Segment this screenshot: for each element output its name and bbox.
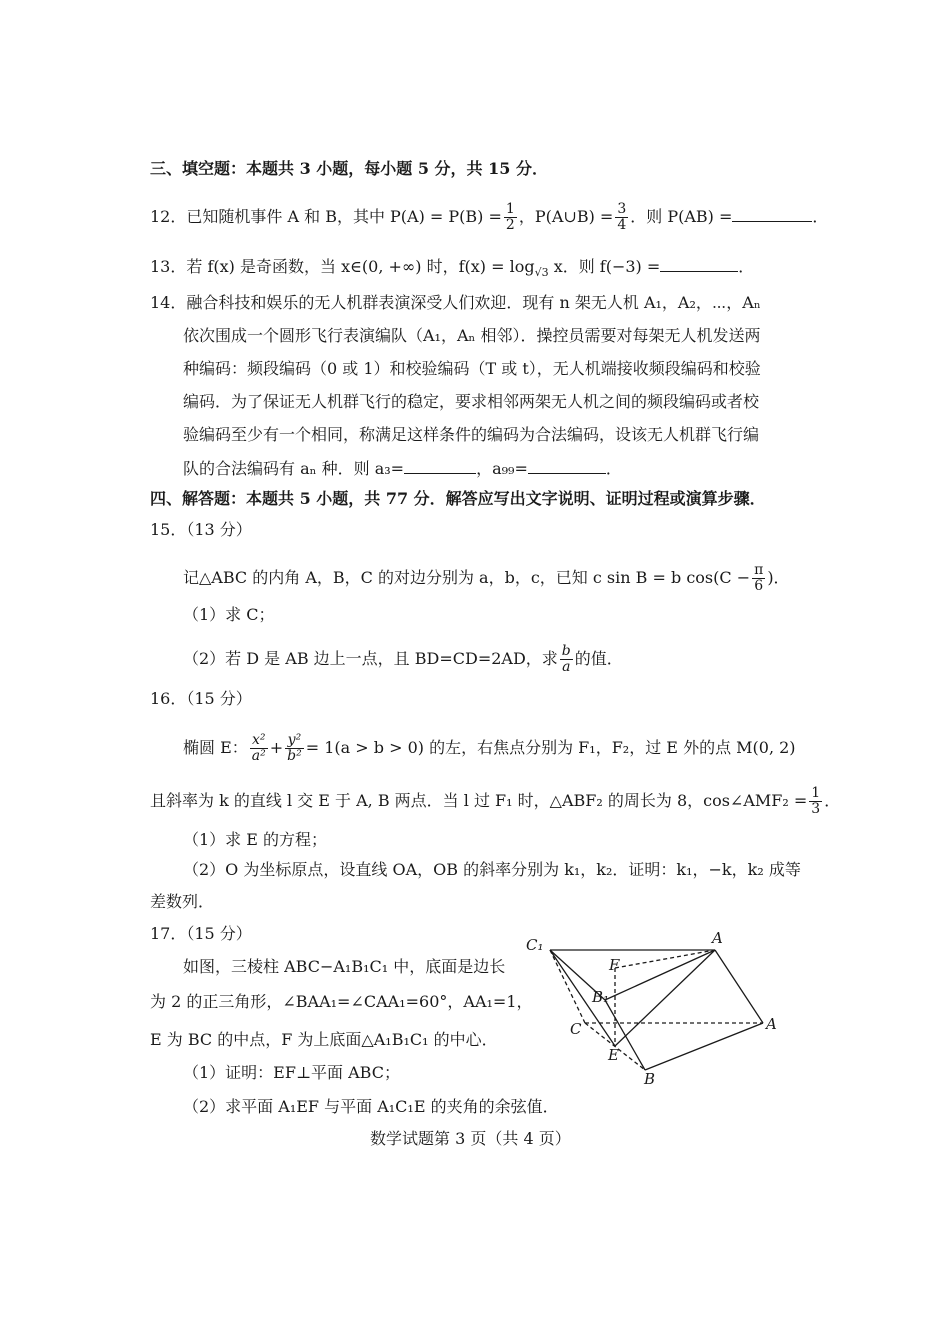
q16-line2-frac-num: 1 <box>811 785 821 801</box>
q15-p2-fraction <box>560 644 573 675</box>
q12-text-a: 已知随机事件 A 和 B，其中 P(A) = P(B) = <box>186 207 502 226</box>
q12-frac2-den: 4 <box>617 217 627 233</box>
q16-header: 16．（15 分） <box>150 689 252 708</box>
q15-p2-frac-num: b <box>561 643 571 659</box>
q12-frac1-den: 2 <box>505 217 515 233</box>
q16-stem <box>183 733 796 764</box>
q14-line2: 依次围成一个圆形飞行表演编队（A₁，Aₙ 相邻）．操控员需要对每架无人机发送两 <box>183 326 761 345</box>
q16-line2-frac-den: 3 <box>811 801 821 817</box>
q12-fraction-2 <box>615 202 628 233</box>
q16-f1-num: x² <box>250 733 268 749</box>
q16-f2-den: b² <box>287 748 302 764</box>
label-a1: A <box>712 930 723 947</box>
q12-number: 12． <box>150 207 187 226</box>
question-12 <box>150 202 828 233</box>
prism-edges <box>550 950 763 1070</box>
q13-end: ． <box>738 257 755 276</box>
q14-line6-b: ，a₉₉= <box>476 459 528 478</box>
q12-text-b: ，P(A∪B) = <box>518 207 614 226</box>
question-13 <box>150 255 754 284</box>
q15-stem-a: 记△ABC 的内角 A，B，C 的对边分别为 a，b，c，已知 c sin B = b cos(C − <box>183 568 751 587</box>
q12-fraction-1 <box>504 202 517 233</box>
q13-log-base: √3 <box>534 266 549 280</box>
q16-f1-den: a² <box>251 748 266 764</box>
q13-answer-blank[interactable] <box>660 255 738 272</box>
q14-a3-blank[interactable] <box>404 457 476 474</box>
q16-line2-a: 且斜率为 k 的直线 l 交 E 于 A, B 两点．当 l 过 F₁ 时，△ABF₂ 的周长为 8，cos∠AMF₂ = <box>150 791 808 810</box>
q16-part-2-line-2: 差数列． <box>150 892 215 911</box>
label-b1: B₁ <box>592 988 610 1006</box>
label-c: C <box>570 1020 582 1038</box>
q13-text-b: x．则 f(−3) = <box>548 257 661 276</box>
q14-line4: 编码．为了保证无人机群飞行的稳定，要求相邻两架无人机之间的频段编码或者校 <box>183 392 760 411</box>
q14-a99-blank[interactable] <box>528 457 606 474</box>
q12-frac2-num: 3 <box>617 201 627 217</box>
edge-c1-c <box>550 950 585 1023</box>
q14-line6-a: 队的合法编码有 aₙ 种．则 a₃= <box>183 459 405 478</box>
edge-a1-a <box>715 950 763 1023</box>
q15-stem-b: )． <box>767 568 790 587</box>
q16-line2-end: ． <box>824 791 841 810</box>
q16-line2-fraction <box>809 786 822 817</box>
q15-frac-den: 6 <box>754 578 764 594</box>
line-a1-e <box>615 950 715 1046</box>
q16-f2-num: y² <box>285 733 304 749</box>
label-a: A <box>766 1015 777 1033</box>
q15-p2-frac-den: a <box>562 659 571 675</box>
q17-part-1: （1）证明：EF⊥平面 ABC； <box>183 1063 400 1082</box>
section3-heading: 三、填空题：本题共 3 小题，每小题 5 分，共 15 分． <box>150 159 548 178</box>
prism-figure <box>520 930 790 1090</box>
q13-number: 13． <box>150 257 187 276</box>
q15-stem <box>183 563 790 594</box>
q15-p2-b: 的值． <box>574 649 623 668</box>
q12-end: ． <box>812 207 829 226</box>
question-14-line-1 <box>150 292 761 314</box>
q14-line6 <box>183 457 622 480</box>
q14-line5: 验编码至少有一个相同，称满足这样条件的编码为合法编码，设该无人机群飞行编 <box>183 425 760 444</box>
q13-text-a: 若 f(x) 是奇函数，当 x∈(0, +∞) 时，f(x) = log <box>186 257 535 276</box>
q12-text-c: ．则 P(AB) = <box>630 207 733 226</box>
q14-line1: 融合科技和娱乐的无人机群表演深受人们欢迎．现有 n 架无人机 A₁，A₂，⋯，Aₙ <box>186 293 761 312</box>
q15-header: 15．（13 分） <box>150 520 252 539</box>
page-footer: 数学试题第 3 页（共 4 页） <box>370 1129 571 1148</box>
q16-stem-a: 椭圆 E： <box>183 738 248 757</box>
q12-frac1-num: 1 <box>505 201 515 217</box>
q17-line-2: 为 2 的正三角形，∠BAA₁=∠CAA₁=60°，AA₁=1， <box>150 992 533 1011</box>
q14-line3: 种编码：频段编码（0 或 1）和校验编码（T 或 t），无人机端接收频段编码和校验 <box>183 359 761 378</box>
q16-fraction-2 <box>285 733 304 764</box>
label-c1: C₁ <box>526 936 544 954</box>
label-e: E <box>608 1046 619 1064</box>
q16-plus: + <box>269 738 284 757</box>
q16-stem-b: = 1(a > b > 0) 的左，右焦点分别为 F₁，F₂，过 E 外的点 M(0, 2) <box>305 738 796 757</box>
q17-header: 17．（15 分） <box>150 924 252 943</box>
q15-frac-num: π <box>754 562 764 578</box>
label-b: B <box>644 1070 656 1088</box>
q17-line-1: 如图，三棱柱 ABC−A₁B₁C₁ 中，底面是边长 <box>183 957 506 976</box>
q14-number: 14． <box>150 293 187 312</box>
q16-fraction-1 <box>250 733 268 764</box>
section4-heading: 四、解答题：本题共 5 小题，共 77 分．解答应写出文字说明、证明过程或演算步骤． <box>150 489 766 508</box>
q17-line-3: E 为 BC 的中点，F 为上底面△A₁B₁C₁ 的中心． <box>150 1030 498 1049</box>
edge-a1-b1 <box>605 950 715 1000</box>
q12-answer-blank[interactable] <box>732 205 812 222</box>
q14-line6-end: ． <box>605 459 622 478</box>
q15-p2-a: （2）若 D 是 AB 边上一点，且 BD=CD=2AD，求 <box>183 649 558 668</box>
q15-part-1: （1）求 C； <box>183 605 275 624</box>
q17-part-2: （2）求平面 A₁EF 与平面 A₁C₁E 的夹角的余弦值． <box>183 1097 559 1116</box>
label-f: F <box>609 956 620 974</box>
q16-part-1: （1）求 E 的方程； <box>183 830 328 849</box>
q15-part-2 <box>183 644 623 675</box>
edge-a-b <box>645 1023 763 1070</box>
q16-part-2-line-1: （2）O 为坐标原点，设直线 OA，OB 的斜率分别为 k₁，k₂．证明：k₁，−k，k₂ 成等 <box>183 860 801 879</box>
q15-fraction <box>752 563 765 594</box>
q16-line-2 <box>150 786 840 817</box>
